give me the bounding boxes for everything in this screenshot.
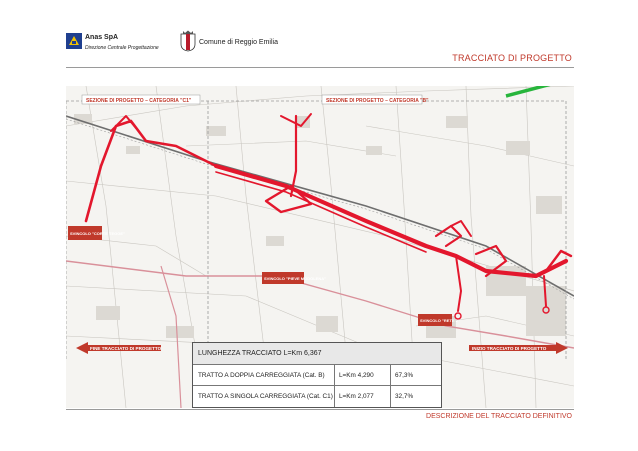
page-header	[0, 0, 638, 72]
table-row	[193, 365, 441, 386]
company-name: Anas SpA	[85, 34, 119, 41]
footer-divider	[66, 409, 574, 410]
row-label: TRATTO A SINGOLA CARREGGIATA (Cat. C1)	[193, 386, 335, 407]
header-divider	[66, 67, 574, 68]
label-svincolo-corte-tegge: SVINCOLO "CORTE TEGGE"	[70, 231, 125, 236]
label-inizio-tracciato: INIZIO TRACCIATO DI PROGETTO	[472, 346, 547, 351]
route-length-total: LUNGHEZZA TRACCIATO L=Km 6,367	[193, 343, 441, 365]
label-fine-tracciato: FINE TRACCIATO DI PROGETTO	[90, 346, 162, 351]
row-length: L=Km 2,077	[335, 386, 391, 407]
row-length: L=Km 4,290	[335, 365, 391, 385]
label-section-c1: SEZIONE DI PROGETTO – CATEGORIA "C1"	[86, 98, 192, 104]
route-length-table	[192, 342, 442, 408]
label-svincolo-pieve: SVINCOLO "PIEVE MODOLENA"	[264, 276, 327, 281]
row-percent: 67,3%	[395, 372, 414, 379]
comune-name: Comune di Reggio Emilia	[199, 39, 278, 46]
label-section-b: SEZIONE DI PROGETTO – CATEGORIA "B"	[326, 98, 429, 104]
anas-logo-icon	[66, 33, 82, 49]
label-svincolo-rete: SVINCOLO "RETE 2"	[420, 318, 460, 323]
table-row	[193, 386, 441, 407]
document-title: TRACCIATO DI PROGETTO	[452, 53, 572, 63]
comune-crest-icon	[180, 30, 196, 52]
row-percent: 32,7%	[395, 393, 414, 400]
company-department: Direzione Centrale Progettazione	[85, 45, 159, 51]
row-label: TRATTO A DOPPIA CARREGGIATA (Cat. B)	[193, 365, 335, 385]
footer-caption: DESCRIZIONE DEL TRACCIATO DEFINITIVO	[426, 413, 572, 420]
